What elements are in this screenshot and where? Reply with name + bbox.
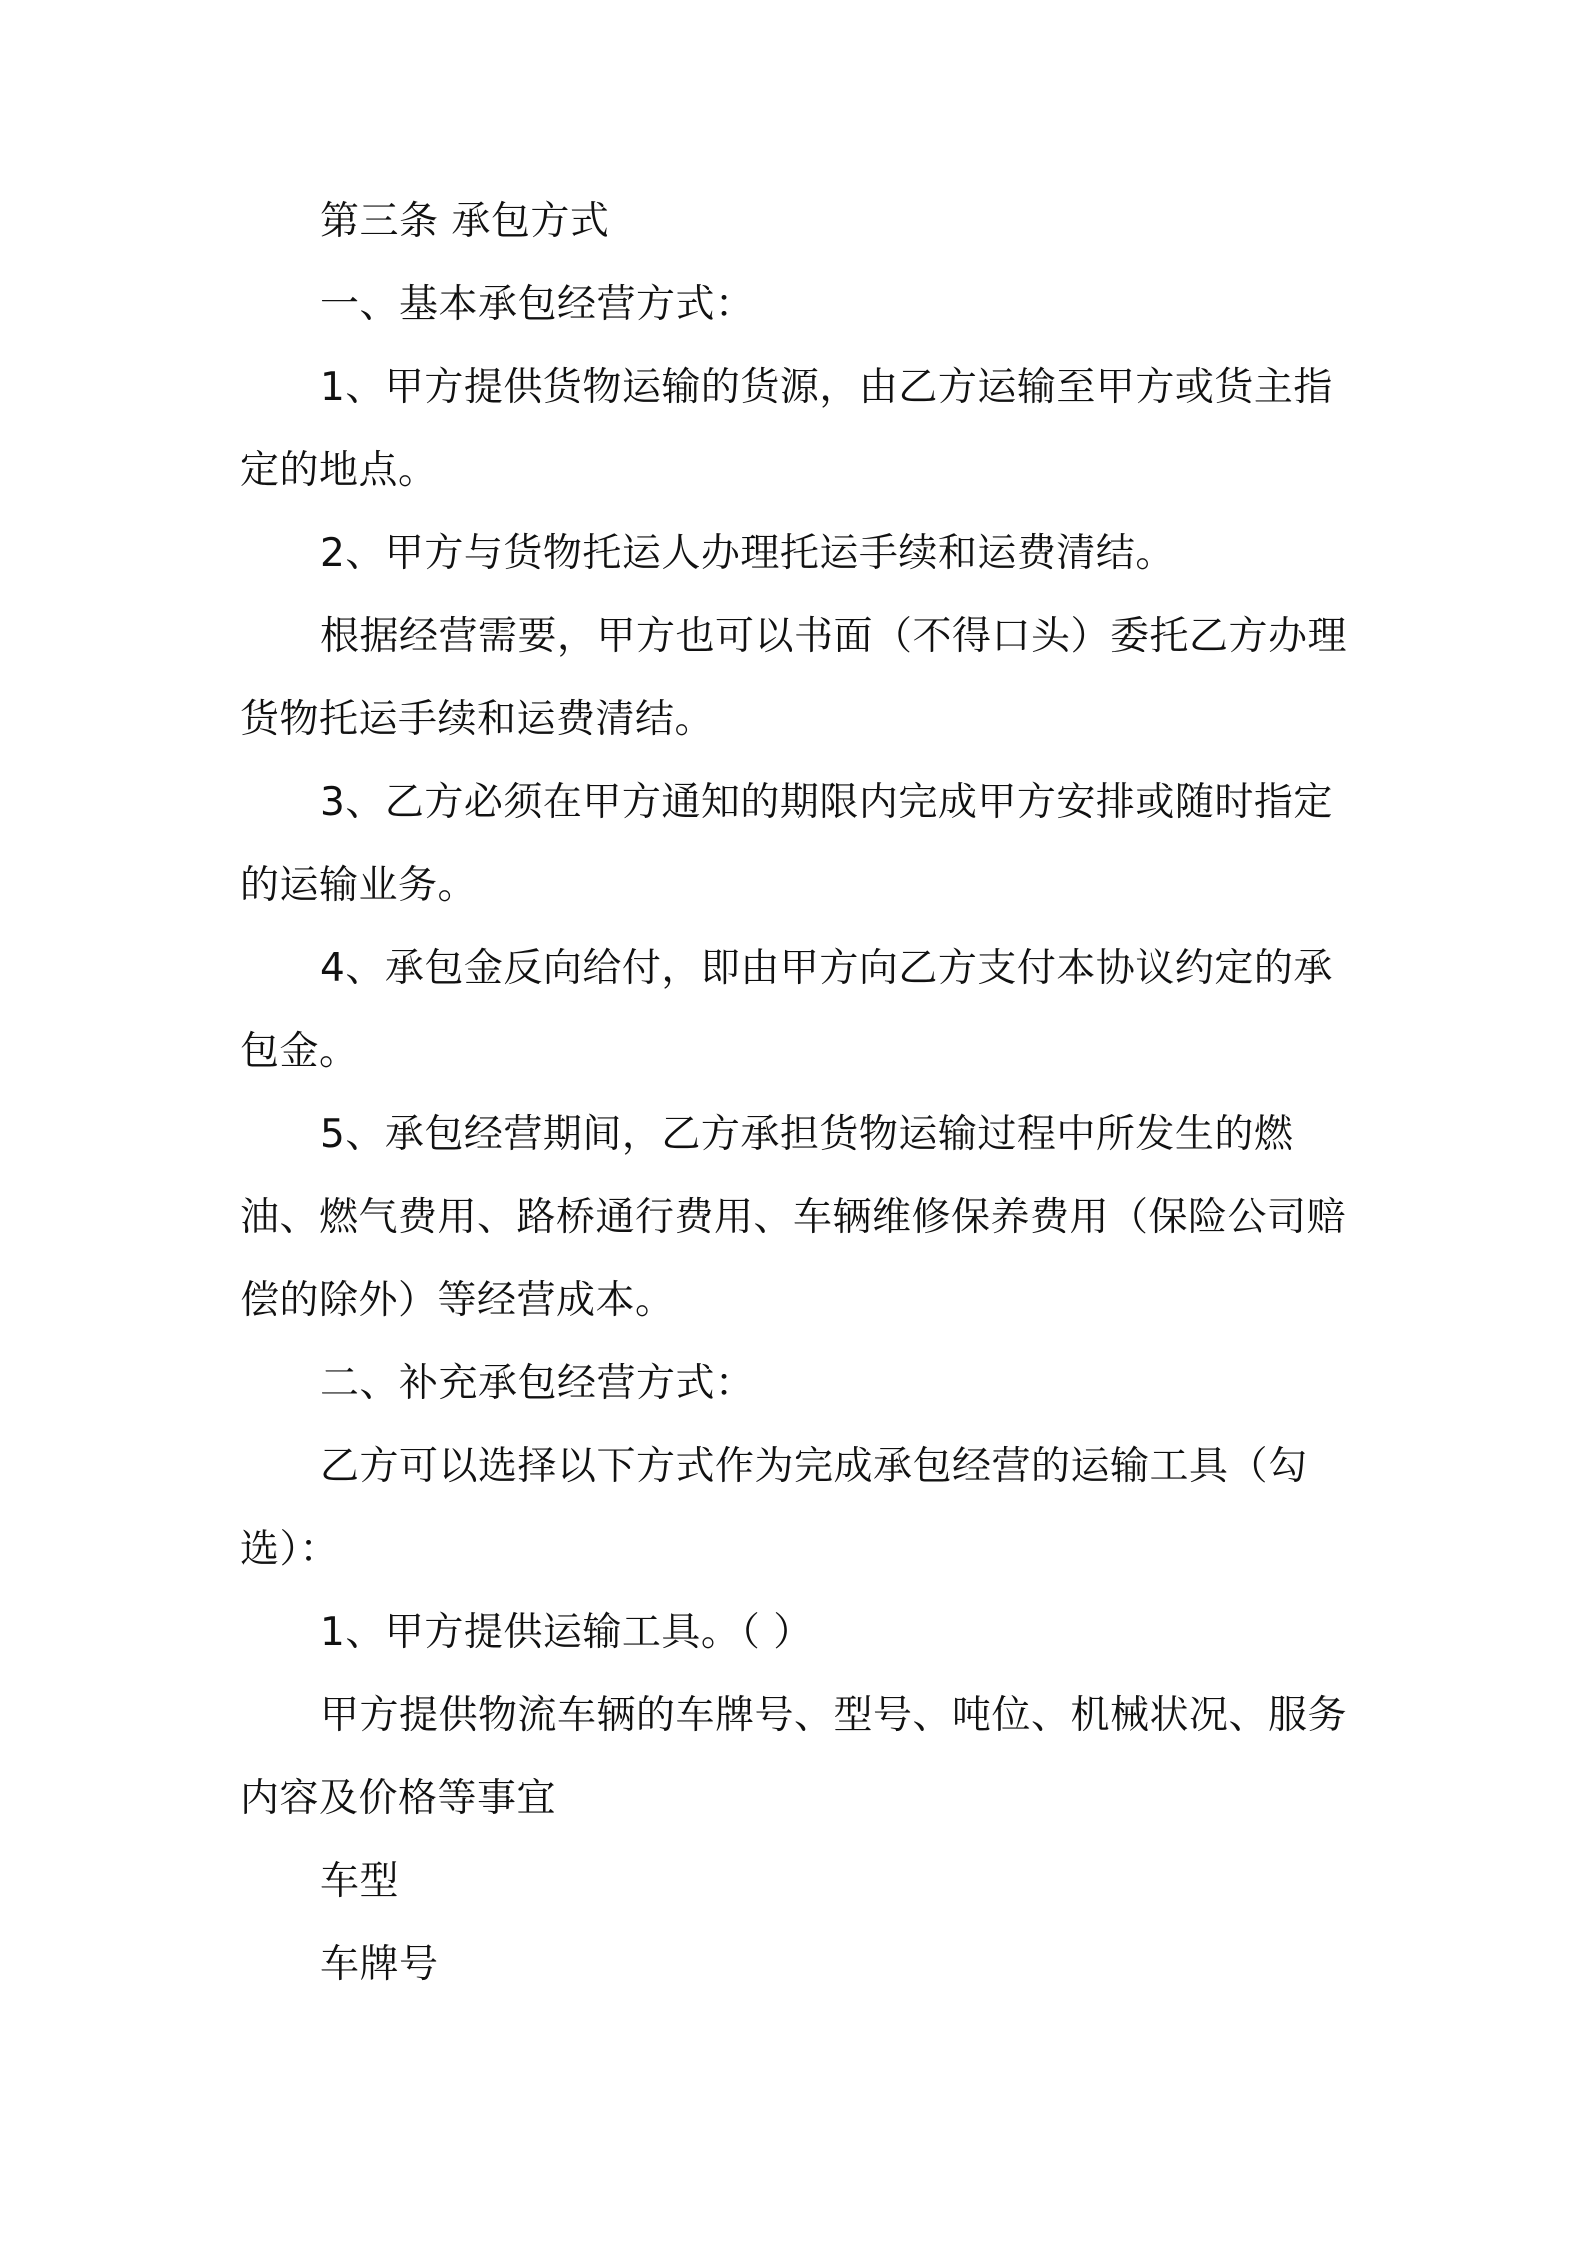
field-vehicle-type: 车型	[320, 1859, 400, 1904]
clause-item-4: 4、承包金反向给付，即由甲方向乙方支付本协议约定的承包金。	[240, 946, 1333, 1074]
clause-item-3: 3、乙方必须在甲方通知的期限内完成甲方安排或随时指定的运输业务。	[240, 780, 1333, 908]
clause-item-2: 2、甲方与货物托运人办理托运手续和运费清结。	[320, 531, 1175, 576]
option-item-1-description: 甲方提供物流车辆的车牌号、型号、吨位、机械状况、服务内容及价格等事宜	[240, 1693, 1348, 1821]
article-heading: 第三条 承包方式	[320, 199, 610, 244]
document-page	[240, 180, 1360, 2006]
clause-item-5: 5、承包经营期间，乙方承担货物运输过程中所发生的燃油、燃气费用、路桥通行费用、车辆维修保养费用（保险公司赔偿的除外）等经营成本。	[240, 1112, 1347, 1323]
clause-item-2-note: 根据经营需要，甲方也可以书面（不得口头）委托乙方办理货物托运手续和运费清结。	[240, 614, 1348, 742]
section1-heading: 一、基本承包经营方式：	[320, 282, 755, 327]
option-item-1: 1、甲方提供运输工具。（ ）	[320, 1610, 813, 1655]
section2-intro: 乙方可以选择以下方式作为完成承包经营的运输工具（勾选）：	[240, 1444, 1308, 1572]
section2-heading: 二、补充承包经营方式：	[320, 1361, 755, 1406]
clause-item-1: 1、甲方提供货物运输的货源，由乙方运输至甲方或货主指定的地点。	[240, 365, 1333, 493]
field-plate-number: 车牌号	[320, 1942, 439, 1987]
